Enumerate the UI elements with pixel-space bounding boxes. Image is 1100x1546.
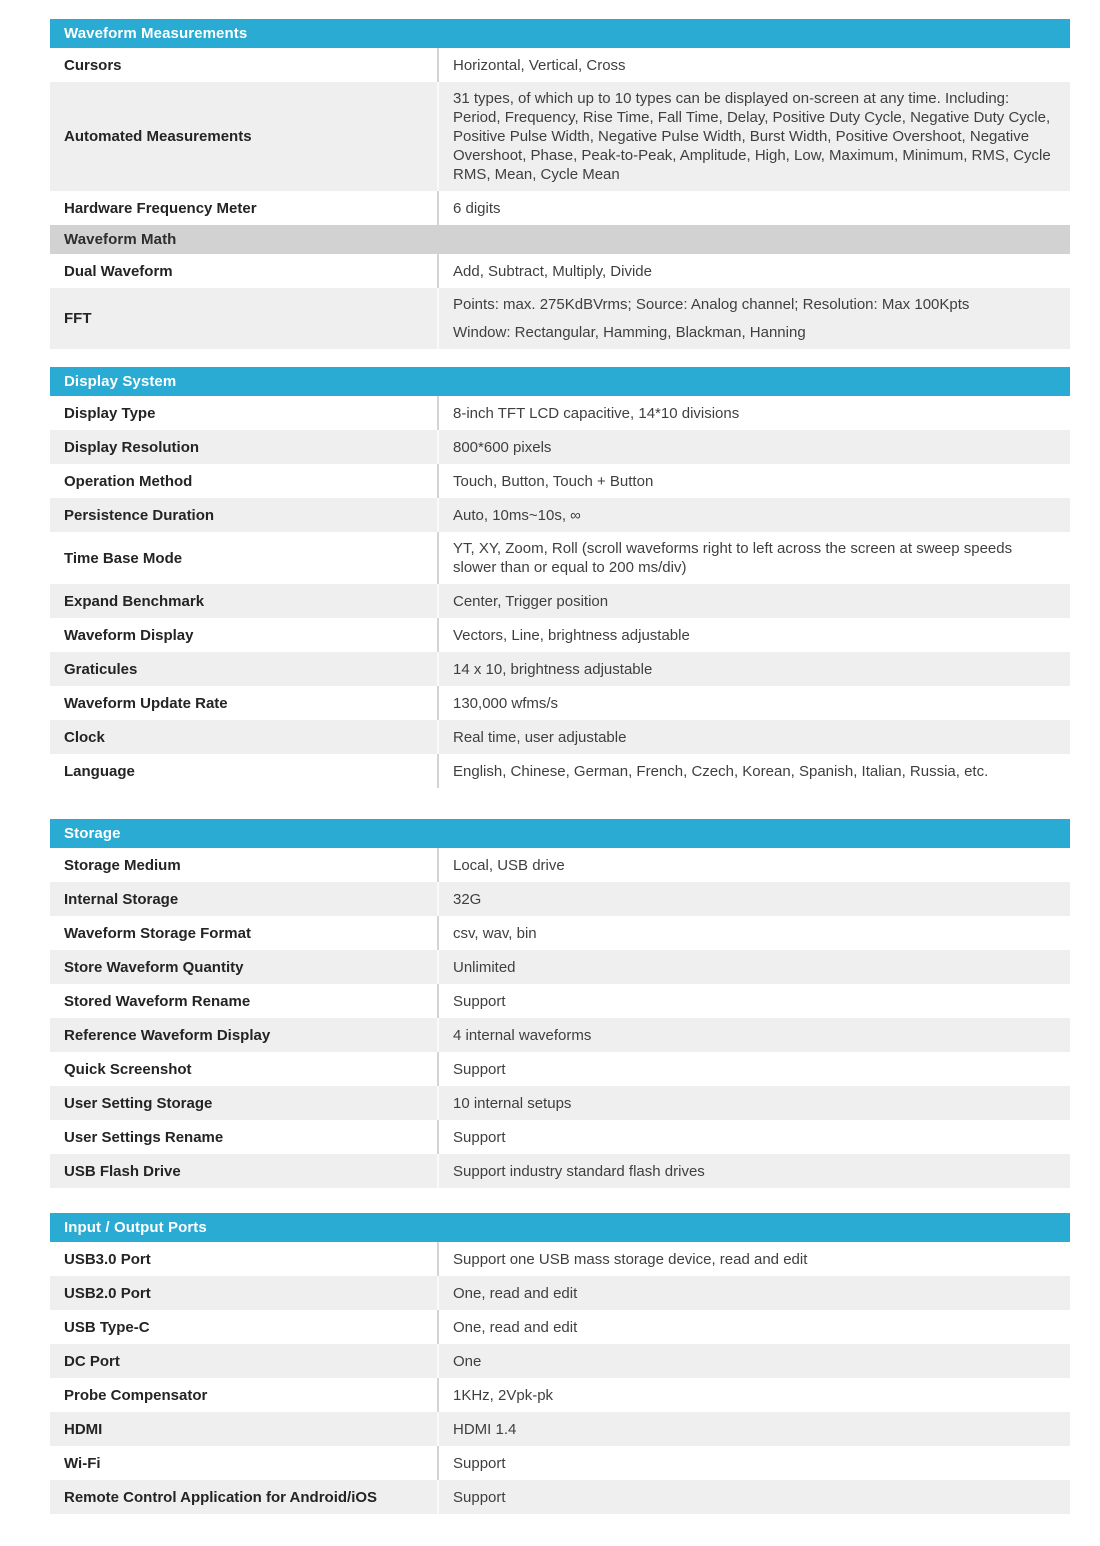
- section-display-system: [50, 367, 1070, 788]
- spec-value: 10 internal setups: [437, 1086, 1070, 1120]
- spec-value: One, read and edit: [437, 1310, 1070, 1344]
- spec-label: Waveform Update Rate: [64, 694, 228, 712]
- spec-value: Vectors, Line, brightness adjustable: [437, 618, 1070, 652]
- spec-row: [50, 984, 1070, 1018]
- spec-value: 800*600 pixels: [437, 430, 1070, 464]
- spec-row: [50, 950, 1070, 984]
- spec-value: Support: [437, 1120, 1070, 1154]
- spec-label: Graticules: [50, 652, 437, 686]
- spec-value: Touch, Button, Touch + Button: [437, 464, 1070, 498]
- section-header-input-output-ports: Input / Output Ports: [50, 1213, 1070, 1242]
- spec-row: [50, 498, 1070, 532]
- spec-value: One: [437, 1344, 1070, 1378]
- spec-row: [50, 1446, 1070, 1480]
- spec-label: Dual Waveform: [64, 262, 173, 280]
- spec-value: Center, Trigger position: [437, 584, 1070, 618]
- spec-row: [50, 254, 1070, 288]
- spec-row: [50, 532, 1070, 584]
- spec-row: [50, 916, 1070, 950]
- spec-value: 32G: [437, 882, 1070, 916]
- spec-row: [50, 396, 1070, 430]
- spec-label: Storage Medium: [64, 856, 181, 874]
- spec-value: Add, Subtract, Multiply, Divide: [437, 254, 1070, 288]
- spec-label: Persistence Duration: [50, 498, 437, 532]
- spec-label: Automated Measurements: [50, 82, 437, 191]
- section-waveform-math: [50, 225, 1070, 349]
- spec-label: Probe Compensator: [64, 1386, 208, 1404]
- section-header-waveform-measurements: Waveform Measurements: [50, 19, 1070, 48]
- spec-row: [50, 48, 1070, 82]
- spec-row: [50, 848, 1070, 882]
- spec-row: [50, 82, 1070, 191]
- spec-row: [50, 1412, 1070, 1446]
- spec-value: YT, XY, Zoom, Roll (scroll waveforms right to left across the screen at sweep speeds slower than or equal to 200 ms/div): [437, 532, 1070, 584]
- spec-row: [50, 1378, 1070, 1412]
- section-storage: [50, 819, 1070, 1188]
- section-input-output-ports: [50, 1213, 1070, 1514]
- spec-row: [50, 288, 1070, 349]
- spec-value: 4 internal waveforms: [437, 1018, 1070, 1052]
- spec-value: Support: [437, 1052, 1070, 1086]
- spec-row: [50, 720, 1070, 754]
- spec-label: USB3.0 Port: [64, 1250, 151, 1268]
- spec-value: English, Chinese, German, French, Czech, Korean, Spanish, Italian, Russia, etc.: [437, 754, 1070, 788]
- spec-row: [50, 1154, 1070, 1188]
- spec-row: [50, 1242, 1070, 1276]
- spec-value: 130,000 wfms/s: [437, 686, 1070, 720]
- spec-label: Quick Screenshot: [64, 1060, 192, 1078]
- spec-label: User Settings Rename: [64, 1128, 224, 1146]
- spec-label: USB Flash Drive: [50, 1154, 437, 1188]
- spec-label: FFT: [50, 288, 437, 349]
- spec-value-line: Points: max. 275KdBVrms; Source: Analog channel; Resolution: Max 100Kpts: [453, 296, 970, 313]
- spec-label: Cursors: [64, 56, 122, 74]
- spec-label: Wi-Fi: [64, 1454, 101, 1472]
- spec-row: [50, 1276, 1070, 1310]
- spec-value: Support: [437, 1446, 1070, 1480]
- spec-row: [50, 1086, 1070, 1120]
- spec-label: Display Type: [64, 404, 156, 422]
- spec-row: [50, 464, 1070, 498]
- spec-label: Hardware Frequency Meter: [64, 199, 257, 217]
- spec-label: Reference Waveform Display: [50, 1018, 437, 1052]
- spec-row: [50, 1310, 1070, 1344]
- spec-value: 14 x 10, brightness adjustable: [437, 652, 1070, 686]
- spec-row: [50, 1120, 1070, 1154]
- spec-row: [50, 191, 1070, 225]
- spec-value: 1KHz, 2Vpk-pk: [437, 1378, 1070, 1412]
- spec-row: [50, 430, 1070, 464]
- spec-label: Waveform Display: [64, 626, 194, 644]
- spec-value: Support one USB mass storage device, read and edit: [437, 1242, 1070, 1276]
- spec-value: Unlimited: [437, 950, 1070, 984]
- spec-row: [50, 882, 1070, 916]
- spec-label: Store Waveform Quantity: [50, 950, 437, 984]
- spec-label: Display Resolution: [50, 430, 437, 464]
- spec-label: Remote Control Application for Android/iOS: [50, 1480, 437, 1514]
- spec-value: HDMI 1.4: [437, 1412, 1070, 1446]
- spec-label: Internal Storage: [50, 882, 437, 916]
- spec-value: 31 types, of which up to 10 types can be displayed on-screen at any time. Including: Period, Frequency, Rise Time, Fall Time, Delay, Positive Duty Cycle, Negative Duty Cycle, Positive Pulse Width, Negative Pulse Width, Burst Width, Positive Overshoot, Negative Overshoot, Phase, Peak-to-Peak, Amplitude, High, Low, Maximum, Minimum, RMS, Cycle RMS, Mean, Cycle Mean: [437, 82, 1070, 191]
- spec-label: DC Port: [50, 1344, 437, 1378]
- spec-value: 6 digits: [437, 191, 1070, 225]
- spec-label: HDMI: [50, 1412, 437, 1446]
- section-header-waveform-math: Waveform Math: [50, 225, 1070, 254]
- spec-label: Operation Method: [64, 472, 193, 490]
- spec-row: [50, 584, 1070, 618]
- spec-row: [50, 1480, 1070, 1514]
- spec-row: [50, 618, 1070, 652]
- spec-label: Time Base Mode: [64, 549, 183, 567]
- spec-value: Real time, user adjustable: [437, 720, 1070, 754]
- spec-label: Stored Waveform Rename: [64, 992, 251, 1010]
- spec-row: [50, 1018, 1070, 1052]
- spec-sheet: [50, 19, 1070, 1528]
- spec-label: Waveform Storage Format: [64, 924, 251, 942]
- spec-row: [50, 1052, 1070, 1086]
- spec-label: Expand Benchmark: [50, 584, 437, 618]
- spec-label: USB Type-C: [64, 1318, 150, 1336]
- spec-label: Clock: [50, 720, 437, 754]
- spec-label: USB2.0 Port: [50, 1276, 437, 1310]
- section-header-storage: Storage: [50, 819, 1070, 848]
- spec-value: Auto, 10ms~10s, ∞: [437, 498, 1070, 532]
- spec-value: [437, 288, 1070, 349]
- spec-label: User Setting Storage: [50, 1086, 437, 1120]
- spec-value: 8-inch TFT LCD capacitive, 14*10 divisions: [437, 396, 1070, 430]
- spec-row: [50, 1344, 1070, 1378]
- spec-label: Language: [64, 762, 135, 780]
- spec-row: [50, 652, 1070, 686]
- spec-value: csv, wav, bin: [437, 916, 1070, 950]
- spec-value: Horizontal, Vertical, Cross: [437, 48, 1070, 82]
- spec-value: One, read and edit: [437, 1276, 1070, 1310]
- spec-value: Support industry standard flash drives: [437, 1154, 1070, 1188]
- section-header-display-system: Display System: [50, 367, 1070, 396]
- spec-value: Support: [437, 1480, 1070, 1514]
- spec-value: Support: [437, 984, 1070, 1018]
- spec-row: [50, 686, 1070, 720]
- spec-value-line: Window: Rectangular, Hamming, Blackman, Hanning: [453, 324, 806, 341]
- spec-row: [50, 754, 1070, 788]
- section-waveform-measurements: [50, 19, 1070, 225]
- spec-value: Local, USB drive: [437, 848, 1070, 882]
